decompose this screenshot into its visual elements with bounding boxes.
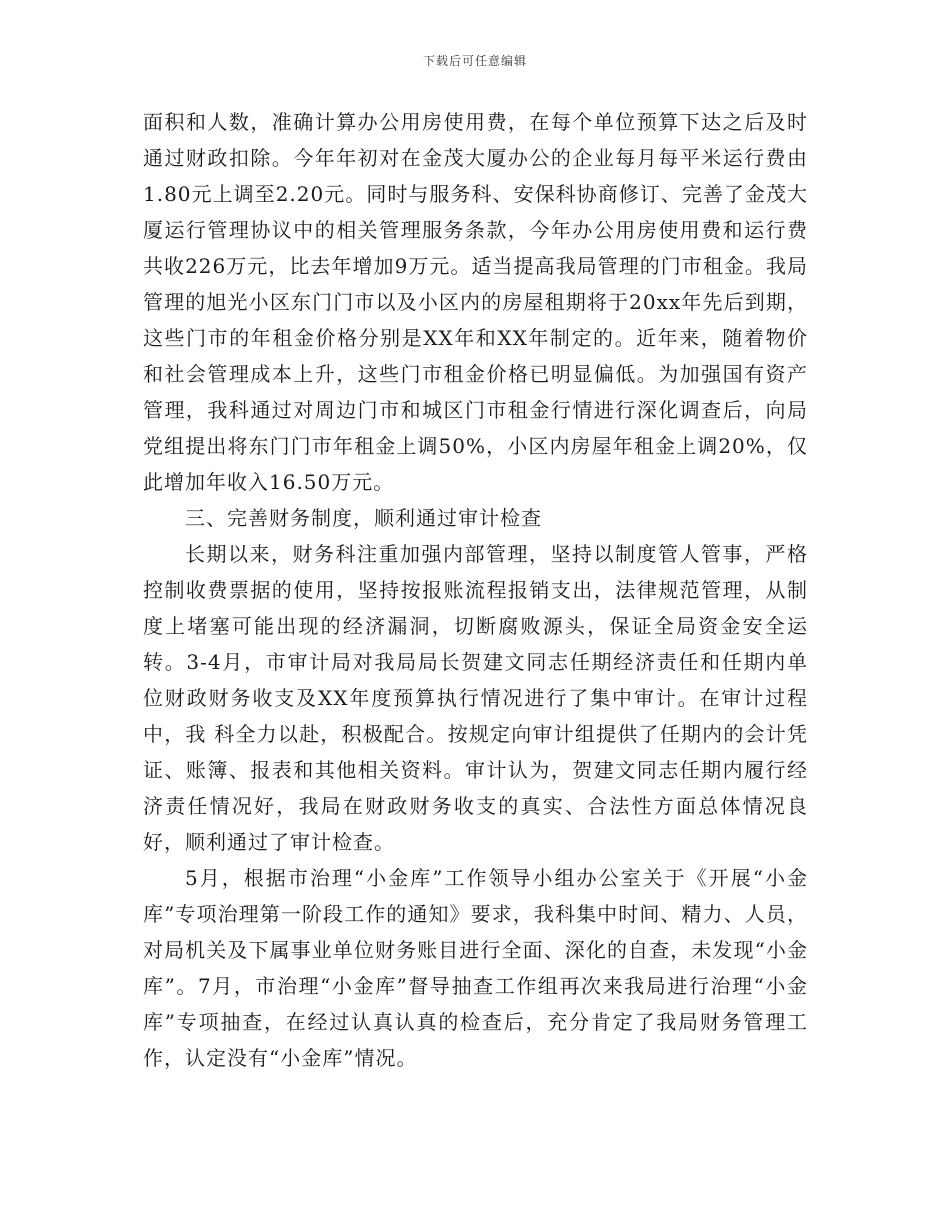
document-body	[143, 104, 808, 1076]
paragraph-body: 5月，根据市治理“小金库”工作领导小组办公室关于《开展“小金库”专项治理第一阶段工作的通知》要求，我科集中时间、精力、人员，对局机关及下属事业单位财务账目进行全面、深化的自查，未发现“小金库”。7月，市治理“小金库”督导抽查工作组再次来我局进行治理“小金库”专项抽查，在经过认真认真的检查后，充分肯定了我局财务管理工作，认定没有“小金库”情况。	[143, 866, 808, 1070]
page-header: 下载后可任意编辑	[422, 54, 527, 68]
paragraph-body: 面积和人数，准确计算办公用房使用费，在每个单位预算下达之后及时通过财政扣除。今年年初对在金茂大厦办公的企业每月每平米运行费由1.80元上调至2.20元。同时与服务科、安保科协商修订、完善了金茂大厦运行管理协议中的相关管理服务条款，今年办公用房使用费和运行费共收226万元，比去年增加9万元。适当提高我局管理的门市租金。我局管理的旭光小区东门门市以及小区内的房屋租期将于20xx年先后到期，这些门市的年租金价格分别是XX年和XX年制定的。近年来，随着物价和社会管理成本上升，这些门市租金价格已明显偏低。为加强国有资产管理，我科通过对周边门市和城区门市租金行情进行深化调查后，向局党组提出将东门门市年租金上调50%，小区内房屋年租金上调20%，仅此增加年收入16.50万元。	[143, 110, 808, 494]
paragraph-body: 长期以来，财务科注重加强内部管理，坚持以制度管人管事，严格控制收费票据的使用，坚持按报账流程报销支出，法律规范管理，从制度上堵塞可能出现的经济漏洞，切断腐败源头，保证全局资金安全运转。3-4月，市审计局对我局局长贺建文同志任期经济责任和任期内单位财政财务收支及XX年度预算执行情况进行了集中审计。在审计过程中，我 科全力以赴，积极配合。按规定向审计组提供了任期内的会计凭证、账簿、报表和其他相关资料。审计认为，贺建文同志任期内履行经济责任情况好，我局在财政财务收支的真实、合法性方面总体情况良好，顺利通过了审计检查。	[143, 542, 808, 854]
section-heading: 三、完善财务制度，顺利通过审计检查	[185, 506, 542, 530]
